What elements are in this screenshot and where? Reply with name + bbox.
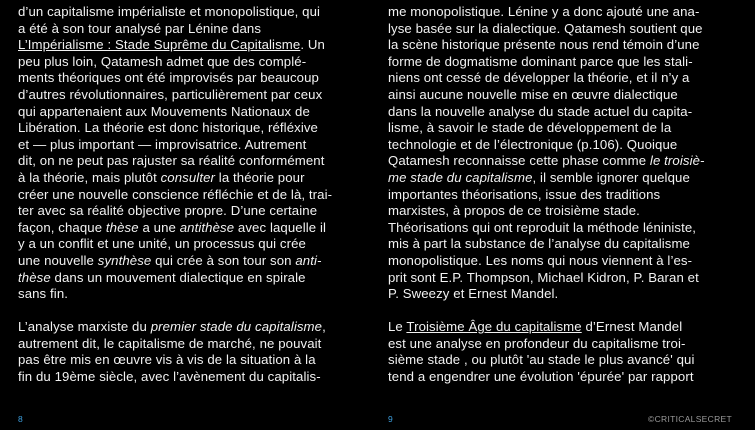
text-line: qui appartenaient aux Mouvements Nationaux de (18, 103, 310, 119)
italic-term: anti- (295, 252, 322, 268)
text-line: ter avec sa réalité objective propre. D’une certaine (18, 203, 318, 219)
text-line: Libération. La théorie est donc historique, réfléxive (18, 120, 318, 136)
text-line: niens ont cessé de développer la théorie, et il n’y a (388, 70, 690, 86)
book-title-link[interactable]: L’Impérialisme : Stade Suprême du Capitalisme (18, 37, 301, 53)
text-line: créer une nouvelle conscience réfléchie et de là, trai- (18, 186, 333, 202)
text-line: ments théoriques ont été improvisés par beaucoup (18, 70, 319, 86)
text-fragment: à la théorie, mais plutôt (18, 169, 161, 185)
italic-term: me stade du capitalisme (388, 169, 533, 185)
text-line (388, 170, 738, 187)
italic-term: consulter (160, 169, 216, 185)
text-line: marxistes, à propos de ce troisième stade. (388, 203, 640, 219)
text-line: dans la nouvelle analyse du stade actuel du capita- (388, 103, 693, 119)
text-line: fin du 19ème siècle, avec l’avènement du capitalis- (18, 369, 321, 385)
copyright-notice: ©CRITICALSECRET (648, 414, 732, 424)
text-line: dit, on ne peut pas rajuster sa réalité conformément (18, 153, 325, 169)
text-line: d’autres révolutionnaires, particulièrement par ceux (18, 86, 323, 102)
text-line (388, 319, 738, 336)
text-line: d’un capitalisme impérialiste et monopolistique, qui (18, 4, 321, 19)
italic-term: thèse (18, 269, 51, 285)
italic-term: thèse (105, 219, 139, 235)
text-line: importantes théorisations, issue des traditions (388, 186, 661, 202)
text-fragment: façon, chaque (18, 219, 106, 235)
text-line: lyse basée sur la dialectique. Qatamesh soutient que (388, 20, 703, 36)
text-fragment: Qatamesh reconnaisse cette phase comme (388, 153, 650, 169)
text-line (18, 170, 368, 187)
page-number-left: 8 (18, 414, 24, 424)
text-fragment: Le (388, 319, 407, 335)
text-line: sième stade , ou plutôt 'au stade le plus avancé' qui (388, 352, 695, 368)
text-line: sans fin. (18, 286, 69, 302)
text-line (18, 253, 368, 270)
right-page-text (388, 4, 738, 386)
text-line: lisme, à savoir le stade de développement de la (388, 120, 672, 136)
text-line: monopolistique. Les noms qui nous viennent à l’es- (388, 252, 693, 268)
page-number-right: 9 (388, 414, 394, 424)
text-line: la scène historique présente nous rend témoin d’une (388, 37, 700, 53)
italic-term: antithèse (179, 219, 235, 235)
text-fragment: une nouvelle (18, 252, 98, 268)
text-line: et — plus important — improvisatrice. Autrement (18, 136, 307, 152)
text-line: y a un conflit et une unité, un processus qui crée (18, 236, 306, 252)
text-line: prit sont E.P. Thompson, Michael Kidron, P. Baran et (388, 269, 699, 285)
book-title-link[interactable]: Troisième Âge du capitalisme (406, 319, 582, 335)
text-fragment: la théorie pour (215, 169, 305, 185)
text-fragment: , (322, 319, 326, 335)
text-line: peu plus loin, Qatamesh admet que des complé- (18, 53, 307, 69)
text-line (18, 270, 368, 287)
text-line: tend a engendrer une évolution 'épurée' par rapport (388, 369, 694, 385)
text-fragment: qui crée à son tour son (151, 252, 296, 268)
text-line: mis à part la substance de l’analyse du capitalisme (388, 236, 690, 252)
text-fragment: . Un (300, 37, 325, 53)
text-line (18, 319, 368, 336)
text-fragment: L’analyse marxiste du (18, 319, 151, 335)
text-fragment: dans un mouvement dialectique en spirale (50, 269, 306, 285)
italic-term: le troisiè- (649, 153, 705, 169)
text-line: me monopolistique. Lénine y a donc ajouté une ana- (388, 4, 700, 19)
text-line: pas être mis en œuvre vis à vis de la situation à la (18, 352, 316, 368)
text-line: P. Sweezy et Ernest Mandel. (388, 286, 559, 302)
text-line (18, 37, 368, 54)
paragraph-gap (388, 303, 738, 320)
text-line: autrement dit, le capitalisme de marché, ne pouvait (18, 335, 322, 351)
text-line (388, 153, 738, 170)
italic-term: synthèse (97, 252, 152, 268)
text-line: est une analyse en profondeur du capitalisme troi- (388, 335, 686, 351)
text-line: ainsi aucune nouvelle mise en œuvre dialectique (388, 86, 678, 102)
text-line: forme de dogmatisme dominant parce que les stali- (388, 53, 693, 69)
text-fragment: d’Ernest Mandel (581, 319, 683, 335)
text-fragment: a une (138, 219, 180, 235)
text-line: Théorisations qui ont reproduit la méthode léniniste, (388, 219, 697, 235)
text-fragment: avec laquelle il (234, 219, 327, 235)
left-page-text (18, 4, 368, 386)
italic-term: premier stade du capitalisme (150, 319, 323, 335)
text-line: technologie et de l’électronique (p.106). Quoique (388, 136, 678, 152)
text-line (18, 220, 368, 237)
text-line: a été à son tour analysé par Lénine dans (18, 20, 262, 36)
text-fragment: , il semble ignorer quelque (532, 169, 690, 185)
paragraph-gap (18, 303, 368, 320)
